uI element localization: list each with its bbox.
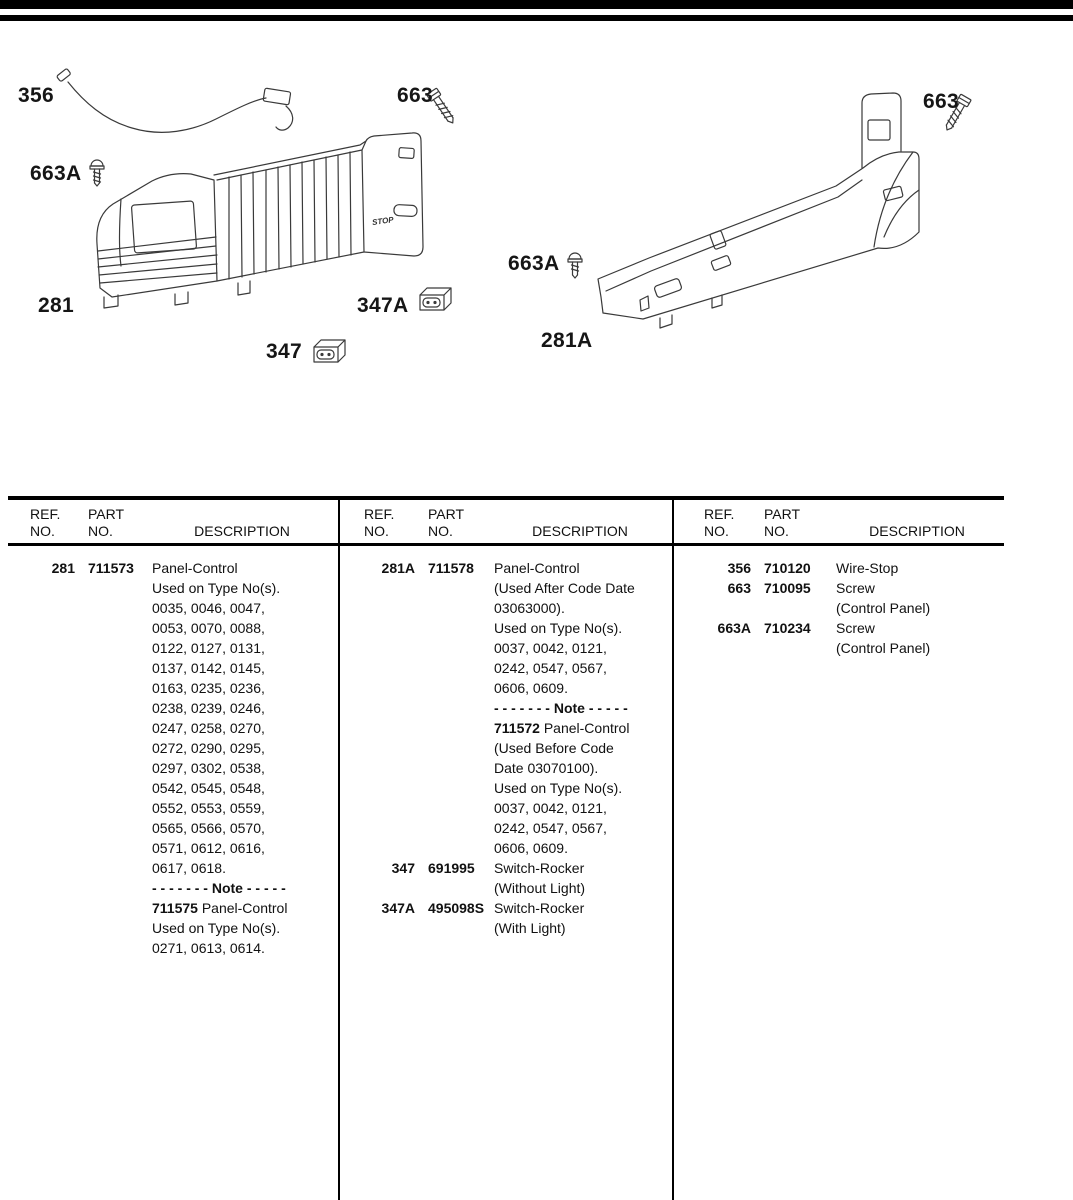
description-line: Panel-Control [152,560,238,576]
part-description [494,558,666,858]
label-281: 281 [38,294,74,317]
part-no: 710234 [764,620,811,636]
parts-entries [674,546,1004,658]
part-entry [674,578,1004,618]
column-header [674,500,1004,546]
description-line: 0122, 0127, 0131, [152,640,265,656]
parts-table [8,496,1004,1200]
description-line: 0037, 0042, 0121, [494,640,607,656]
part-description [836,558,998,578]
description-line: 03063000). [494,600,565,616]
description-line: Used on Type No(s). [494,780,623,796]
part-entry [340,558,672,858]
description-line: Wire-Stop [836,560,899,576]
description-line: Date 03070100). [494,760,599,776]
description-line: 0053, 0070, 0088, [152,620,265,636]
description-line: (Used After Code Date [494,580,635,596]
description-line: Used on Type No(s). [494,620,623,636]
column-header [340,500,672,546]
label-663a-left: 663A [30,162,82,185]
parts-column-2 [338,500,672,1200]
description-line: 0247, 0258, 0270, [152,720,265,736]
stop-label: STOP [371,215,395,228]
description-line: 711575 Panel-Control [152,900,288,916]
rocker-switch-347a-icon [420,288,451,310]
parts-diagram [0,0,1073,492]
part-no: 711573 [88,560,134,576]
part-description [152,558,332,958]
label-347: 347 [266,340,302,363]
description-line: 0137, 0142, 0145, [152,660,265,676]
description-line: 711572 Panel-Control [494,720,630,736]
description-line: 0617, 0618. [152,860,226,876]
description-line: 0271, 0613, 0614. [152,940,265,956]
label-356: 356 [18,84,54,107]
part-no: 710095 [764,580,811,596]
description-line: (Control Panel) [836,600,931,616]
description-line: 0242, 0547, 0567, [494,660,607,676]
label-663-left: 663 [397,84,433,107]
label-347a: 347A [357,294,409,317]
description-line: 0238, 0239, 0246, [152,700,265,716]
rocker-switch-347-icon [314,340,345,362]
description-line: (Control Panel) [836,640,931,656]
description-line: Panel-Control [494,560,580,576]
label-663-right: 663 [923,90,959,113]
screw-663a-right-icon [568,253,582,278]
description-line: 0606, 0609. [494,680,568,696]
description-line: 0035, 0046, 0047, [152,600,265,616]
description-line: 0272, 0290, 0295, [152,740,265,756]
description-line: (Without Light) [494,880,586,896]
diagram-artwork [0,0,1073,480]
part-description [836,578,998,618]
part-no: 495098S [428,900,485,916]
ref-no: 663 [727,580,751,596]
description-line: - - - - - - - Note - - - - - [152,880,286,896]
description-line: 0242, 0547, 0567, [494,820,607,836]
part-entry [340,858,672,898]
description-line: Screw [836,580,875,596]
part-entry [674,558,1004,578]
description-line: 0606, 0609. [494,840,568,856]
part-entry [340,898,672,938]
control-panel-281a-drawing [598,93,919,328]
description-line: 0565, 0566, 0570, [152,820,265,836]
parts-column-3 [672,500,1004,1200]
parts-table-columns [8,500,1004,1200]
description-line: Used on Type No(s). [152,920,281,936]
parts-entries [8,546,338,958]
description-line: 0297, 0302, 0538, [152,760,265,776]
screw-663a-left-icon [90,160,104,186]
part-description [836,618,998,658]
label-281a: 281A [541,329,593,352]
description-line: (With Light) [494,920,566,936]
part-no-header: PART NO. [764,506,801,539]
description-line: Switch-Rocker [494,900,585,916]
part-no-header: PART NO. [428,506,465,539]
column-header [8,500,338,546]
description-line: Screw [836,620,875,636]
part-description [494,898,666,938]
ref-no-header: REF. NO. [704,506,735,539]
ref-no: 281A [381,560,415,576]
description-header: DESCRIPTION [532,523,628,539]
ref-no-header: REF. NO. [364,506,395,539]
ref-no: 347 [391,860,415,876]
wire-stop-356-drawing [56,68,292,132]
description-line: 0571, 0612, 0616, [152,840,265,856]
description-line: Switch-Rocker [494,860,585,876]
description-line: (Used Before Code [494,740,614,756]
part-no-header: PART NO. [88,506,125,539]
description-line: 0163, 0235, 0236, [152,680,265,696]
ref-no: 281 [51,560,75,576]
part-description [494,858,666,898]
description-line: Used on Type No(s). [152,580,281,596]
ref-no: 663A [717,620,751,636]
part-no: 711578 [428,560,474,576]
part-entry [8,558,338,958]
parts-column-1 [8,500,338,1200]
description-line: 0037, 0042, 0121, [494,800,607,816]
ref-no: 347A [381,900,415,916]
label-663a-right: 663A [508,252,560,275]
ref-no: 356 [727,560,751,576]
description-header: DESCRIPTION [869,523,965,539]
part-no: 710120 [764,560,811,576]
description-line: 0552, 0553, 0559, [152,800,265,816]
ref-no-header: REF. NO. [30,506,61,539]
parts-entries [340,546,672,938]
part-entry [674,618,1004,658]
description-line: 0542, 0545, 0548, [152,780,265,796]
description-line: - - - - - - - Note - - - - - [494,700,628,716]
description-header: DESCRIPTION [194,523,290,539]
part-no: 691995 [428,860,475,876]
